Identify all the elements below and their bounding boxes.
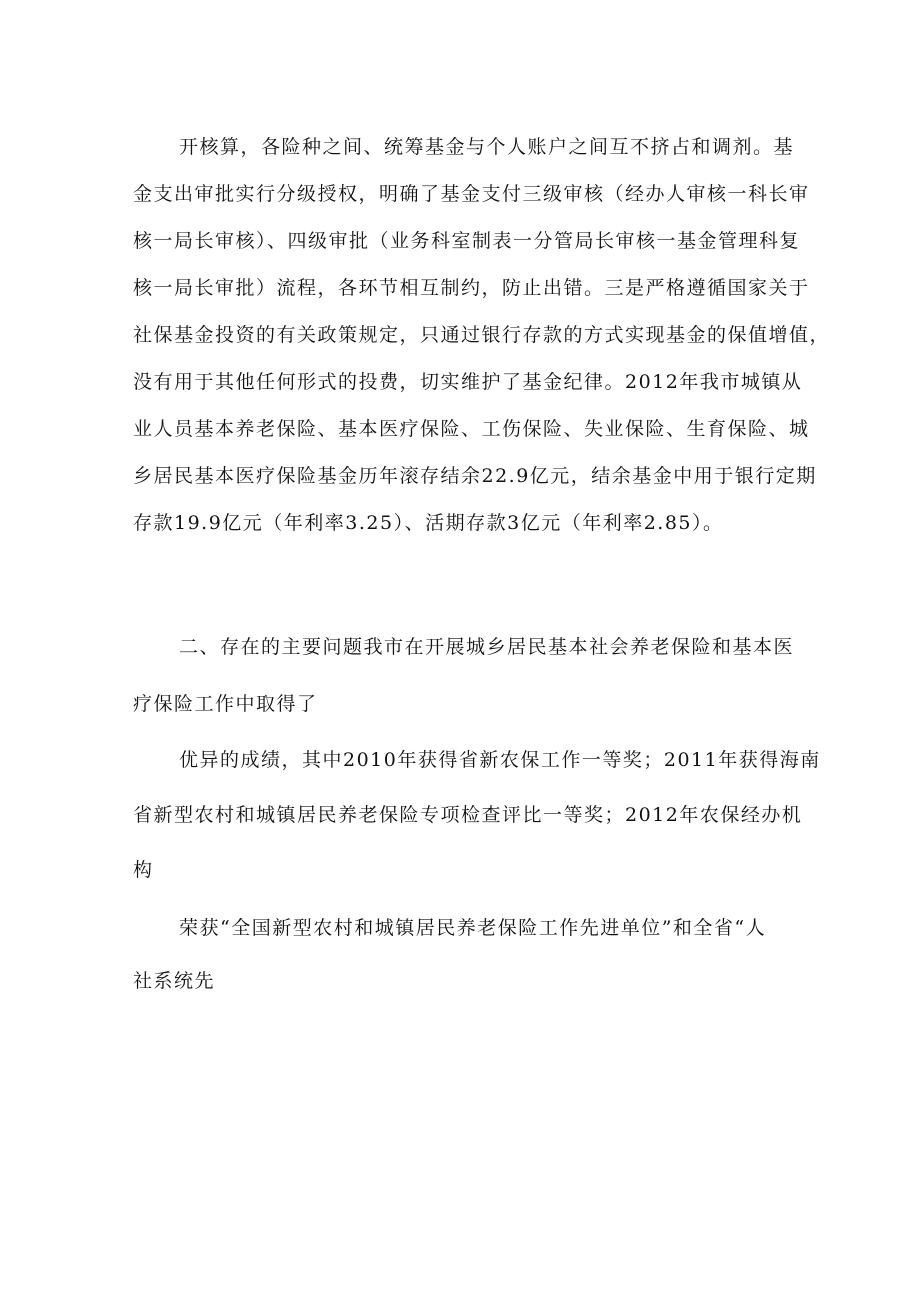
text-line: 优异的成绩，其中2010年获得省新农保工作一等奖；2011年获得海南 (179, 749, 821, 771)
text-line: 荣获“全国新型农村和城镇居民养老保险工作先进单位”和全省“人 (179, 917, 767, 939)
paragraph-achievements (133, 733, 821, 898)
text-line: 社系统先 (133, 970, 216, 992)
text-line: 社保基金投资的有关政策规定，只通过银行存款的方式实现基金的保值增值， (133, 324, 831, 346)
paragraph-main-problems (133, 619, 795, 733)
text-line: 乡居民基本医疗保险基金历年滚存结余22.9亿元，结余基金中用于银行定期 (133, 465, 817, 487)
text-line: 二、存在的主要问题我市在开展城乡居民基本社会养老保险和基本医 (179, 636, 795, 658)
paragraph-honors (133, 902, 789, 1008)
text-line: 业人员基本养老保险、基本医疗保险、工伤保险、失业保险、生育保险、城 (133, 418, 810, 440)
paragraph-fund-management (133, 124, 831, 547)
text-line: 核一局长审批）流程，各环节相互制约，防止出错。三是严格遵循国家关于 (133, 277, 810, 299)
text-line: 金支出审批实行分级授权，明确了基金支付三级审核（经办人审核一科长审 (133, 183, 810, 205)
text-line: 存款19.9亿元（年利率3.25）、活期存款3亿元（年利率2.85）。 (133, 512, 724, 534)
text-line: 构 (133, 859, 154, 881)
text-line: 疗保险工作中取得了 (133, 693, 318, 715)
text-line: 开核算，各险种之间、统筹基金与个人账户之间互不挤占和调剂。基 (179, 136, 795, 158)
text-line: 没有用于其他任何形式的投费，切实维护了基金纪律。2012年我市城镇从 (133, 371, 803, 393)
text-line: 核一局长审核）、四级审批（业务科室制表一分管局长审核一基金管理科复 (133, 230, 801, 252)
text-line: 省新型农村和城镇居民养老保险专项检查评比一等奖；2012年农保经办机 (133, 804, 803, 826)
